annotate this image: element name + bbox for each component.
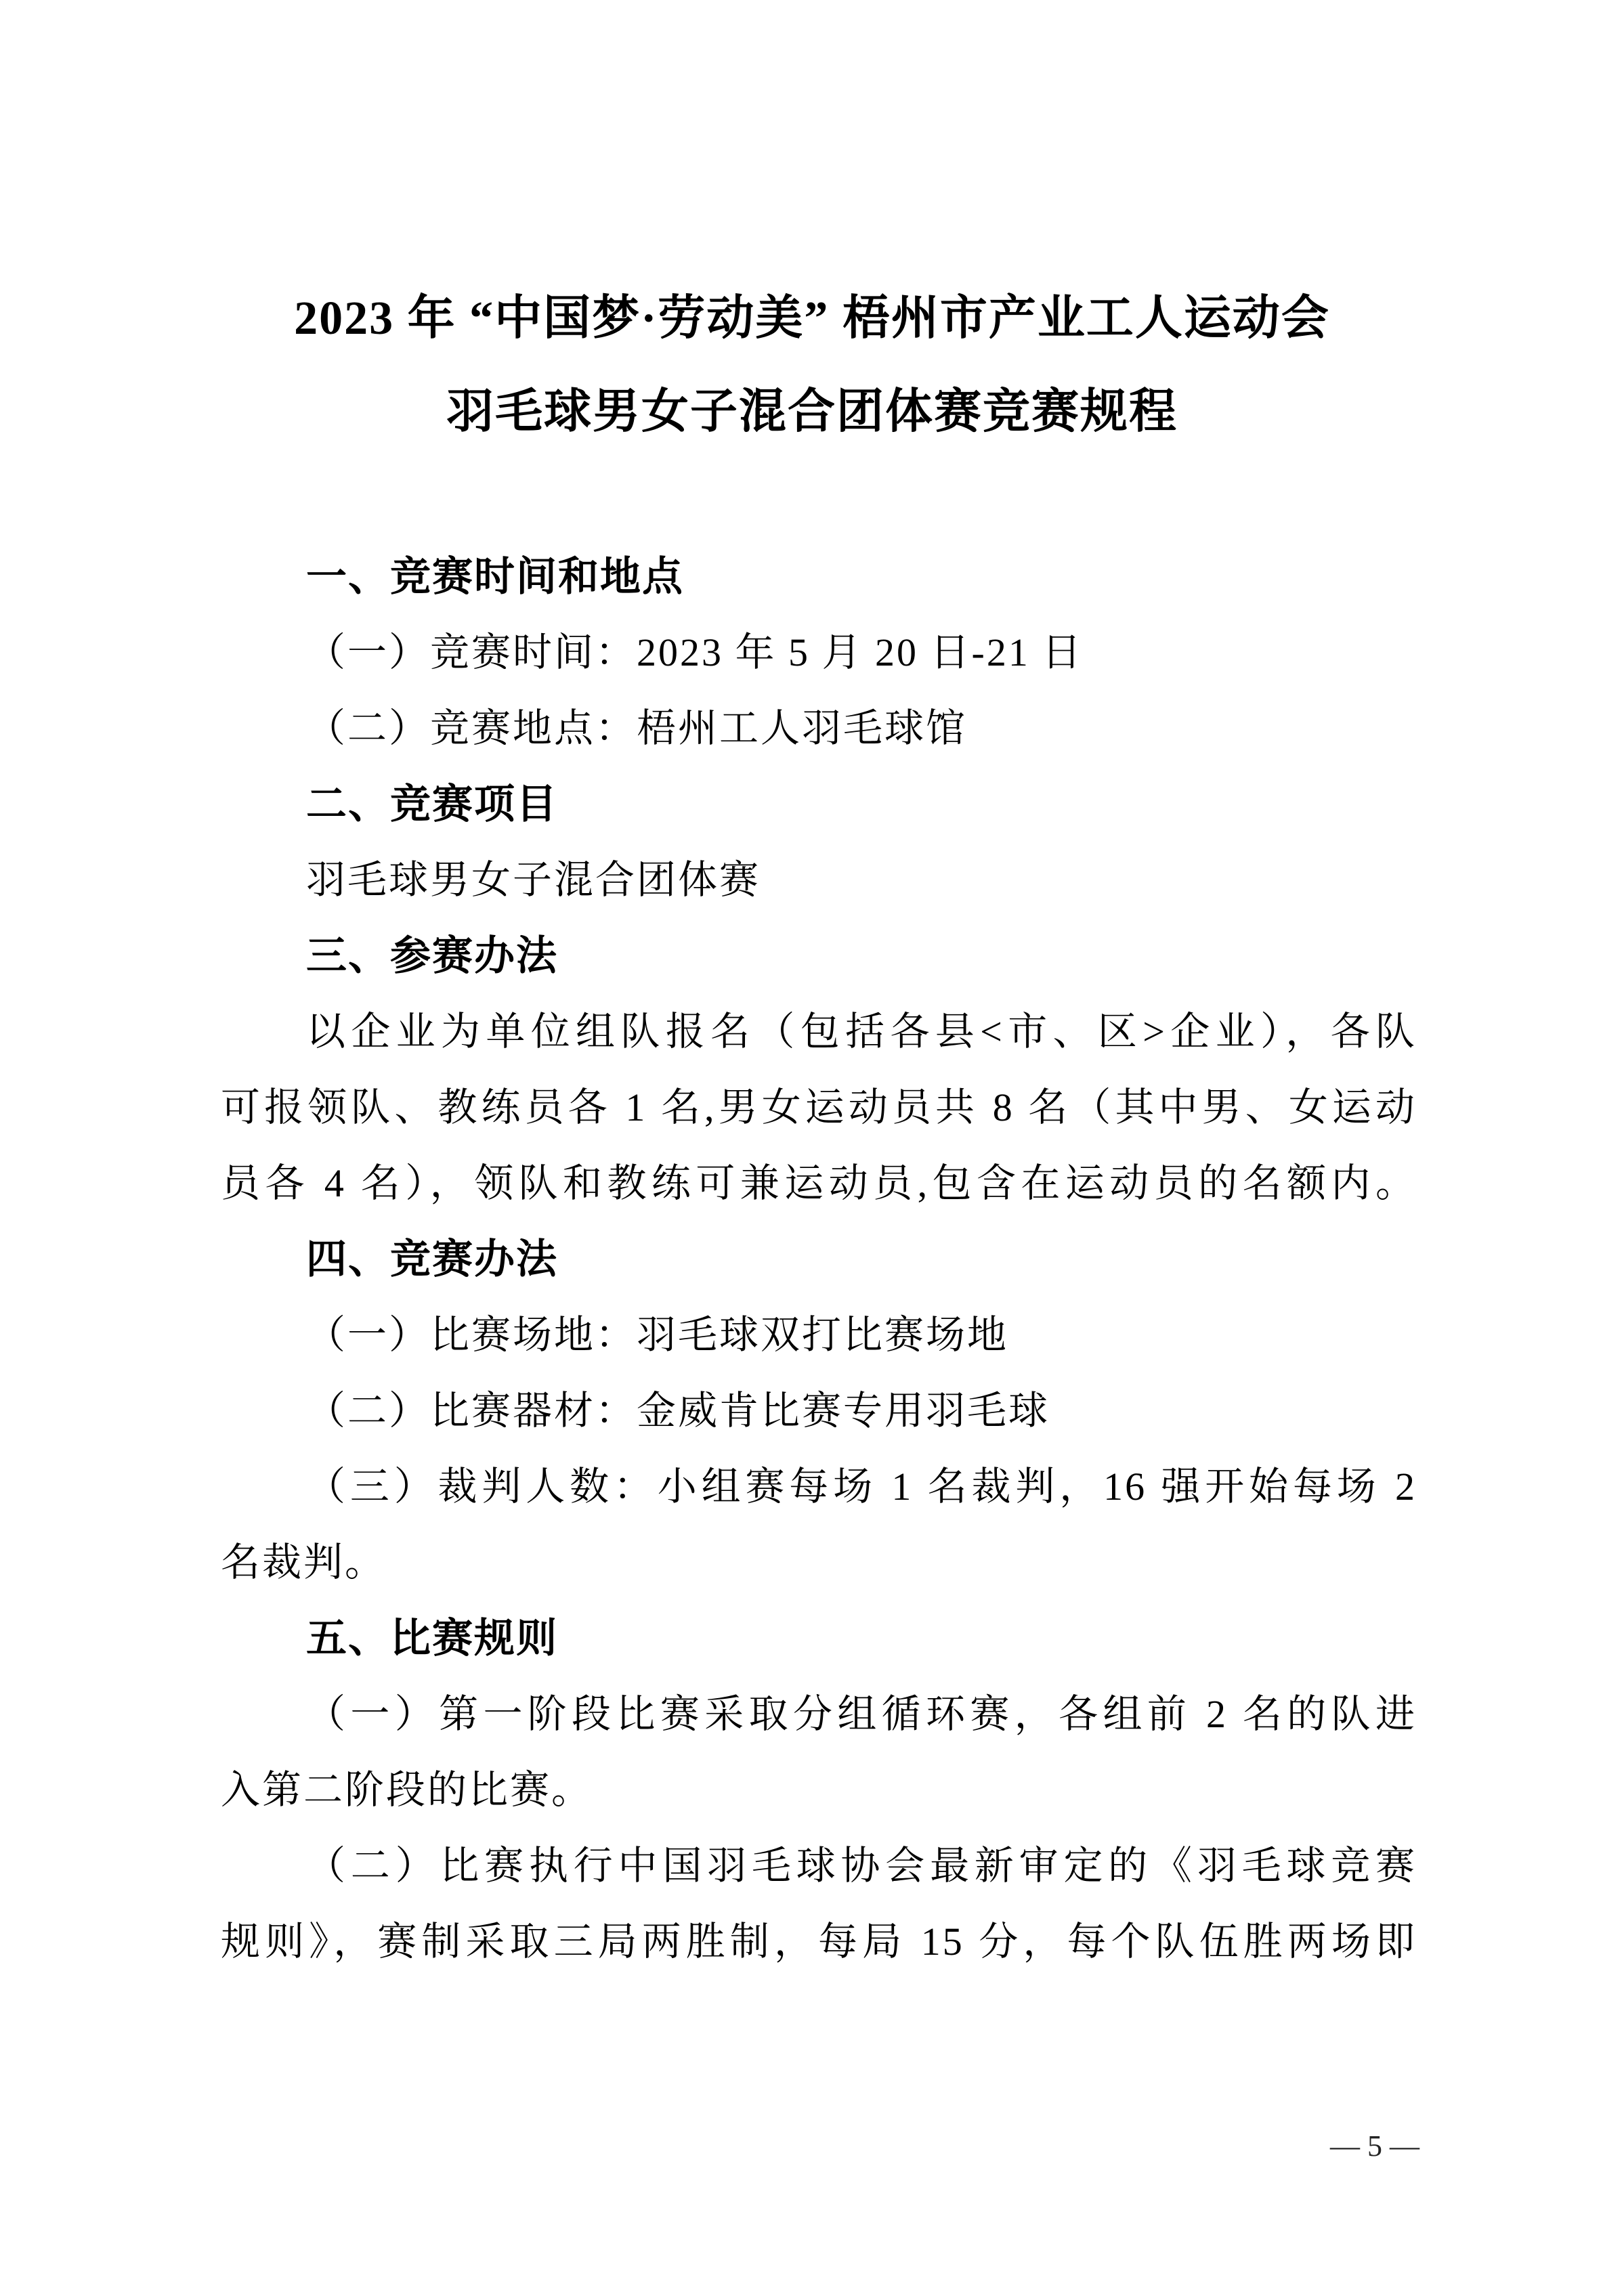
document-title bbox=[205, 272, 1419, 459]
page-footer bbox=[1299, 2130, 1451, 2163]
title-line-2: 羽毛球男女子混合团体赛竞赛规程 bbox=[446, 386, 1178, 438]
page-number: — 5 — bbox=[1330, 2129, 1419, 2163]
body-line-entry-2: 可报领队、教练员各 1 名,男女运动员共 8 名（其中男、女运动 bbox=[221, 1085, 1417, 1129]
body-line-rules-exec-1: （二）比赛执行中国羽毛球协会最新审定的《羽毛球竞赛 bbox=[306, 1844, 1417, 1888]
section-heading-competition-time-place: 一、竞赛时间和地点 bbox=[306, 554, 684, 599]
title-line-1: 2023 年 “中国梦·劳动美” 梧州市产业工人运动会 bbox=[294, 293, 1330, 345]
body-line-rules-exec-2: 规则》，赛制采取三局两胜制，每局 15 分，每个队伍胜两场即 bbox=[221, 1920, 1417, 1964]
body-line-rules-stage1-1: （一）第一阶段比赛采取分组循环赛，各组前 2 名的队进 bbox=[306, 1692, 1417, 1736]
document-body bbox=[221, 539, 1417, 1980]
body-line-event-name: 羽毛球男女子混合团体赛 bbox=[306, 858, 761, 902]
body-line-referees-2: 名裁判。 bbox=[221, 1540, 387, 1584]
body-line-equipment: （二）比赛器材：金威肯比赛专用羽毛球 bbox=[306, 1389, 1050, 1433]
body-line-competition-place: （二）竞赛地点：梧州工人羽毛球馆 bbox=[306, 706, 968, 750]
body-line-entry-3: 员各 4 名），领队和教练可兼运动员,包含在运动员的名额内。 bbox=[221, 1161, 1417, 1205]
section-heading-entry-method: 三、参赛办法 bbox=[306, 933, 558, 978]
body-line-referees-1: （三）裁判人数：小组赛每场 1 名裁判，16 强开始每场 2 bbox=[306, 1465, 1417, 1509]
body-line-venue: （一）比赛场地：羽毛球双打比赛场地 bbox=[306, 1313, 1009, 1357]
body-line-rules-stage1-2: 入第二阶段的比赛。 bbox=[221, 1768, 593, 1812]
section-heading-match-rules: 五、比赛规则 bbox=[306, 1616, 558, 1661]
body-line-entry-1: 以企业为单位组队报名（包括各县<市、区>企业），各队 bbox=[306, 1010, 1417, 1054]
section-heading-competition-method: 四、竞赛办法 bbox=[306, 1236, 558, 1282]
body-line-competition-time: （一）竞赛时间：2023 年 5 月 20 日-21 日 bbox=[306, 630, 1084, 674]
section-heading-competition-events: 二、竞赛项目 bbox=[306, 781, 558, 827]
